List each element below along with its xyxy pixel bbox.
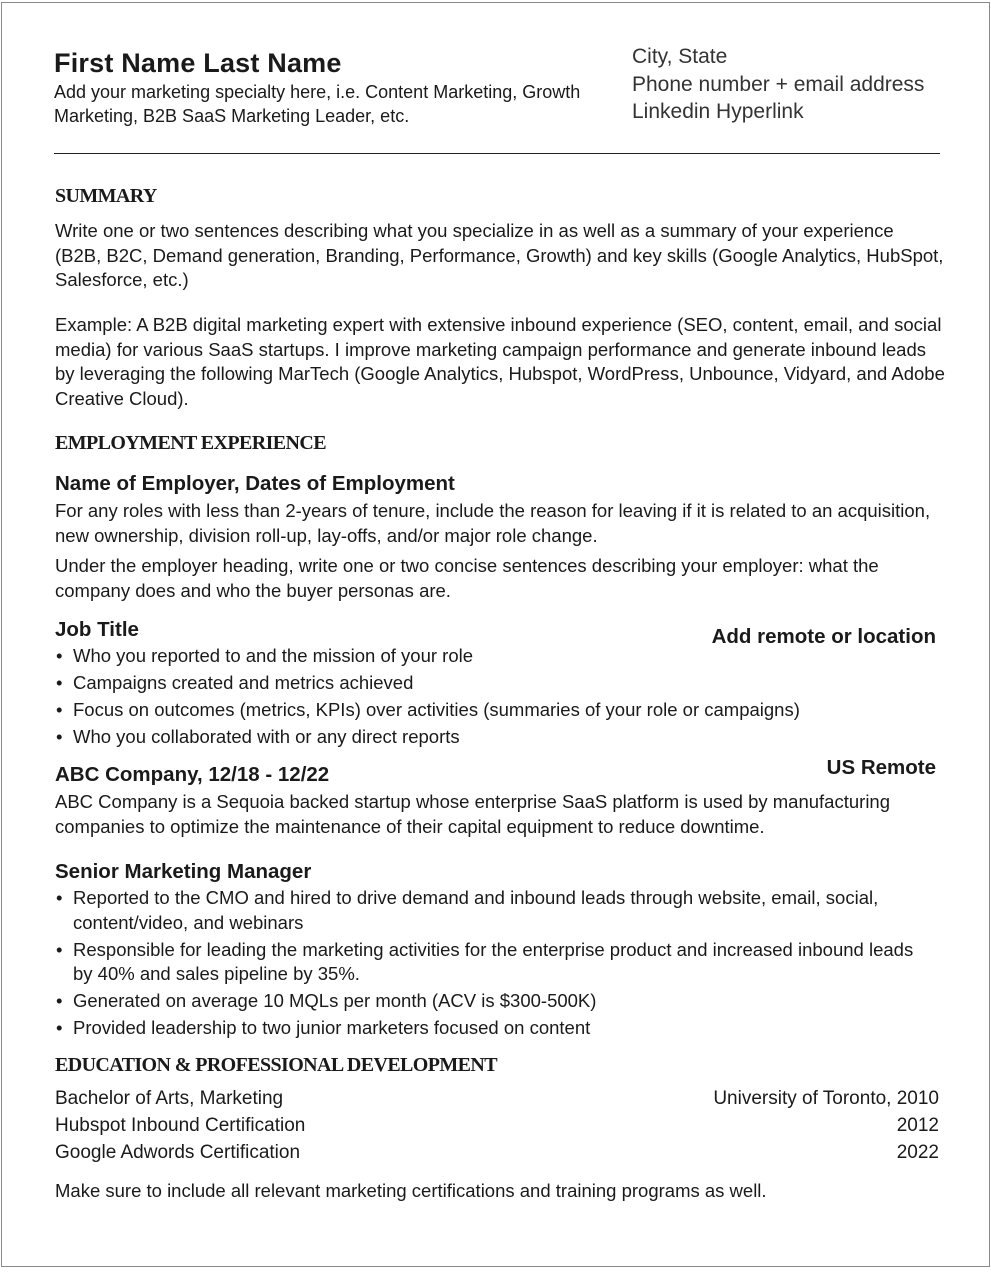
contact-block <box>632 43 924 126</box>
template-bullet-list <box>55 644 945 752</box>
contact-linkedin-link[interactable]: Linkedin Hyperlink <box>632 100 804 123</box>
education-row <box>55 1112 939 1139</box>
list-item: • Generated on average 10 MQLs per month (ACV is $300-500K) <box>55 989 935 1014</box>
template-employer-heading: Name of Employer, Dates of Employment <box>55 472 455 495</box>
template-job-title: Job Title <box>55 618 139 641</box>
marketing-specialty: Add your marketing specialty here, i.e. Content Marketing, Growth Marketing, B2B SaaS Marketing Leader, etc. <box>54 82 581 126</box>
example-bullet-list <box>55 886 935 1043</box>
example-employer-heading: ABC Company, 12/18 - 12/22 <box>55 763 330 786</box>
example-employer-description: ABC Company is a Sequoia backed startup whose enterprise SaaS platform is used by manufacturing companies to optimize the maintenance of their capital equipment to reduce downtime. <box>55 791 891 837</box>
education-item: Bachelor of Arts, Marketing <box>55 1088 284 1109</box>
example-location: US Remote <box>826 756 936 779</box>
education-item: Hubspot Inbound Certification <box>55 1115 306 1136</box>
contact-city-state: City, State <box>632 45 728 68</box>
education-detail: 2022 <box>896 1142 939 1163</box>
list-item: • Campaigns created and metrics achieved <box>55 671 945 696</box>
education-row <box>55 1139 939 1166</box>
list-item: • Who you reported to and the mission of your role <box>55 644 945 669</box>
education-item: Google Adwords Certification <box>55 1142 301 1163</box>
candidate-name: First Name Last Name <box>54 48 342 78</box>
list-item: • Provided leadership to two junior marketers focused on content <box>55 1016 935 1041</box>
list-item: • Responsible for leading the marketing activities for the enterprise product and increased inbound leads by 40% and sales pipeline by 35%. <box>55 938 935 987</box>
template-location: Add remote or location <box>711 625 936 648</box>
summary-paragraph-2: Example: A B2B digital marketing expert with extensive inbound experience (SEO, content, email, and social media) for various SaaS startups. I improve marketing campaign performance and generate inbound leads by leveraging the following MarTech (Google Analytics, Hubspot, WordPress, Unbounce, Vidyard, and Adobe Creative Cloud). <box>55 314 945 409</box>
education-heading: EDUCATION & PROFESSIONAL DEVELOPMENT <box>55 1054 497 1076</box>
education-detail: 2012 <box>896 1115 939 1136</box>
education-note: Make sure to include all relevant marketing certifications and training programs as well. <box>55 1180 767 1201</box>
template-tenure-note: For any roles with less than 2-years of tenure, include the reason for leaving if it is related to an acquisition, new ownership, division roll-up, lay-offs, and/or major role change. <box>55 500 931 546</box>
list-item: • Reported to the CMO and hired to drive demand and inbound leads through website, email, social, content/video, and webinars <box>55 886 935 935</box>
contact-phone-email: Phone number + email address <box>632 72 925 96</box>
summary-heading: SUMMARY <box>55 185 157 207</box>
example-job-title: Senior Marketing Manager <box>55 860 312 883</box>
education-row <box>55 1085 939 1112</box>
header-divider <box>54 153 940 154</box>
resume-page <box>1 2 990 1267</box>
employment-heading: EMPLOYMENT EXPERIENCE <box>55 432 326 454</box>
resume-header <box>54 47 940 128</box>
summary-paragraph-1: Write one or two sentences describing what you specialize in as well as a summary of your experience (B2B, B2C, Demand generation, Branding, Performance, Growth) and key skills (Google Analytics, HubSpot, Salesforce, etc.) <box>55 220 944 290</box>
template-employer-description: Under the employer heading, write one or two concise sentences describing your employer: what the company does and who the buyer personas are. <box>55 555 879 601</box>
list-item: • Who you collaborated with or any direct reports <box>55 725 945 750</box>
education-detail: University of Toronto, 2010 <box>713 1088 939 1109</box>
list-item: • Focus on outcomes (metrics, KPIs) over activities (summaries of your role or campaigns) <box>55 698 945 723</box>
